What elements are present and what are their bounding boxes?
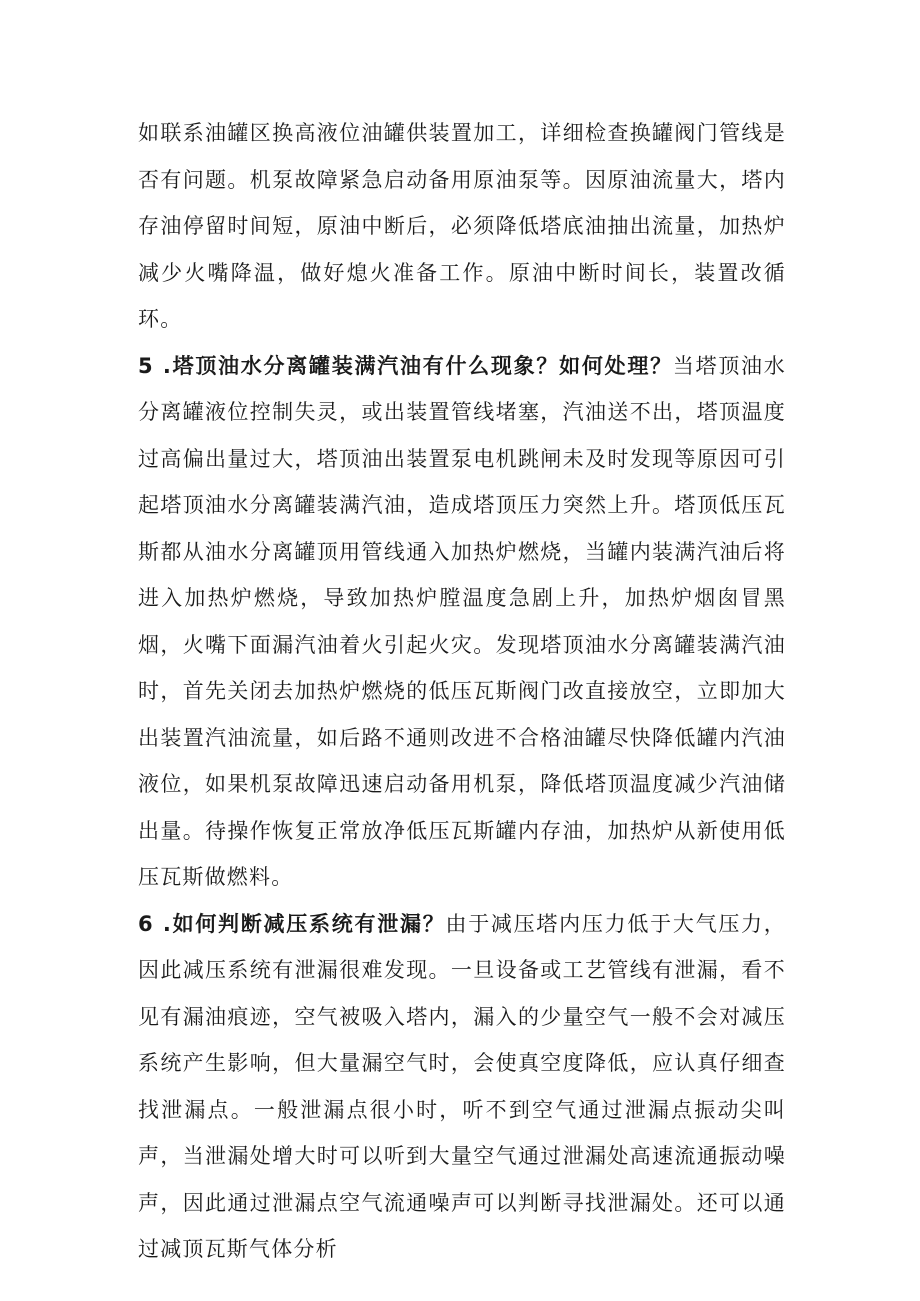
paragraph-continued xyxy=(138,110,786,343)
question-heading: 6 .如何判断减压系统有泄漏？ xyxy=(138,911,446,936)
question-heading: 5 .塔顶油水分离罐装满汽油有什么现象？如何处理？ xyxy=(138,353,673,378)
document-page xyxy=(138,110,786,1273)
paragraph-question-5 xyxy=(138,343,786,901)
paragraph-question-6 xyxy=(138,901,786,1273)
paragraph-body: 当塔顶油水分离罐液位控制失灵，或出装置管线堵塞，汽油送不出，塔顶温度过高偏出量过大，塔顶油出装置泵电机跳闸未及时发现等原因可引起塔顶油水分离罐装满汽油，造成塔顶压力突然上升。塔顶低压瓦斯都从油水分离罐顶用管线通入加热炉燃烧，当罐内装满汽油后将进入加热炉燃烧，导致加热炉膛温度急剧上升，加热炉烟囱冒黑烟，火嘴下面漏汽油着火引起火灾。发现塔顶油水分离罐装满汽油时，首先关闭去加热炉燃烧的低压瓦斯阀门改直接放空，立即加大出装置汽油流量，如后路不通则改进不合格油罐尽快降低罐内汽油液位，如果机泵故障迅速启动备用机泵，降低塔顶温度减少汽油储出量。待操作恢复正常放净低压瓦斯罐内存油，加热炉从新使用低压瓦斯做燃料。 xyxy=(138,353,786,889)
paragraph-body: 如联系油罐区换高液位油罐供装置加工，详细检查换罐阀门管线是否有问题。机泵故障紧急启动备用原油泵等。因原油流量大，塔内存油停留时间短，原油中断后，必须降低塔底油抽出流量，加热炉减少火嘴降温，做好熄火准备工作。原油中断时间长，装置改循环。 xyxy=(138,121,786,331)
paragraph-body: 由于减压塔内压力低于大气压力，因此减压系统有泄漏很难发现。一旦设备或工艺管线有泄漏，看不见有漏油痕迹，空气被吸入塔内，漏入的少量空气一般不会对减压系统产生影响，但大量漏空气时，会使真空度降低，应认真仔细查找泄漏点。一般泄漏点很小时，听不到空气通过泄漏点振动尖叫声，当泄漏处增大时可以听到大量空气通过泄漏处高速流通振动噪声，因此通过泄漏点空气流通噪声可以判断寻找泄漏处。还可以通过减顶瓦斯气体分析 xyxy=(138,911,786,1261)
